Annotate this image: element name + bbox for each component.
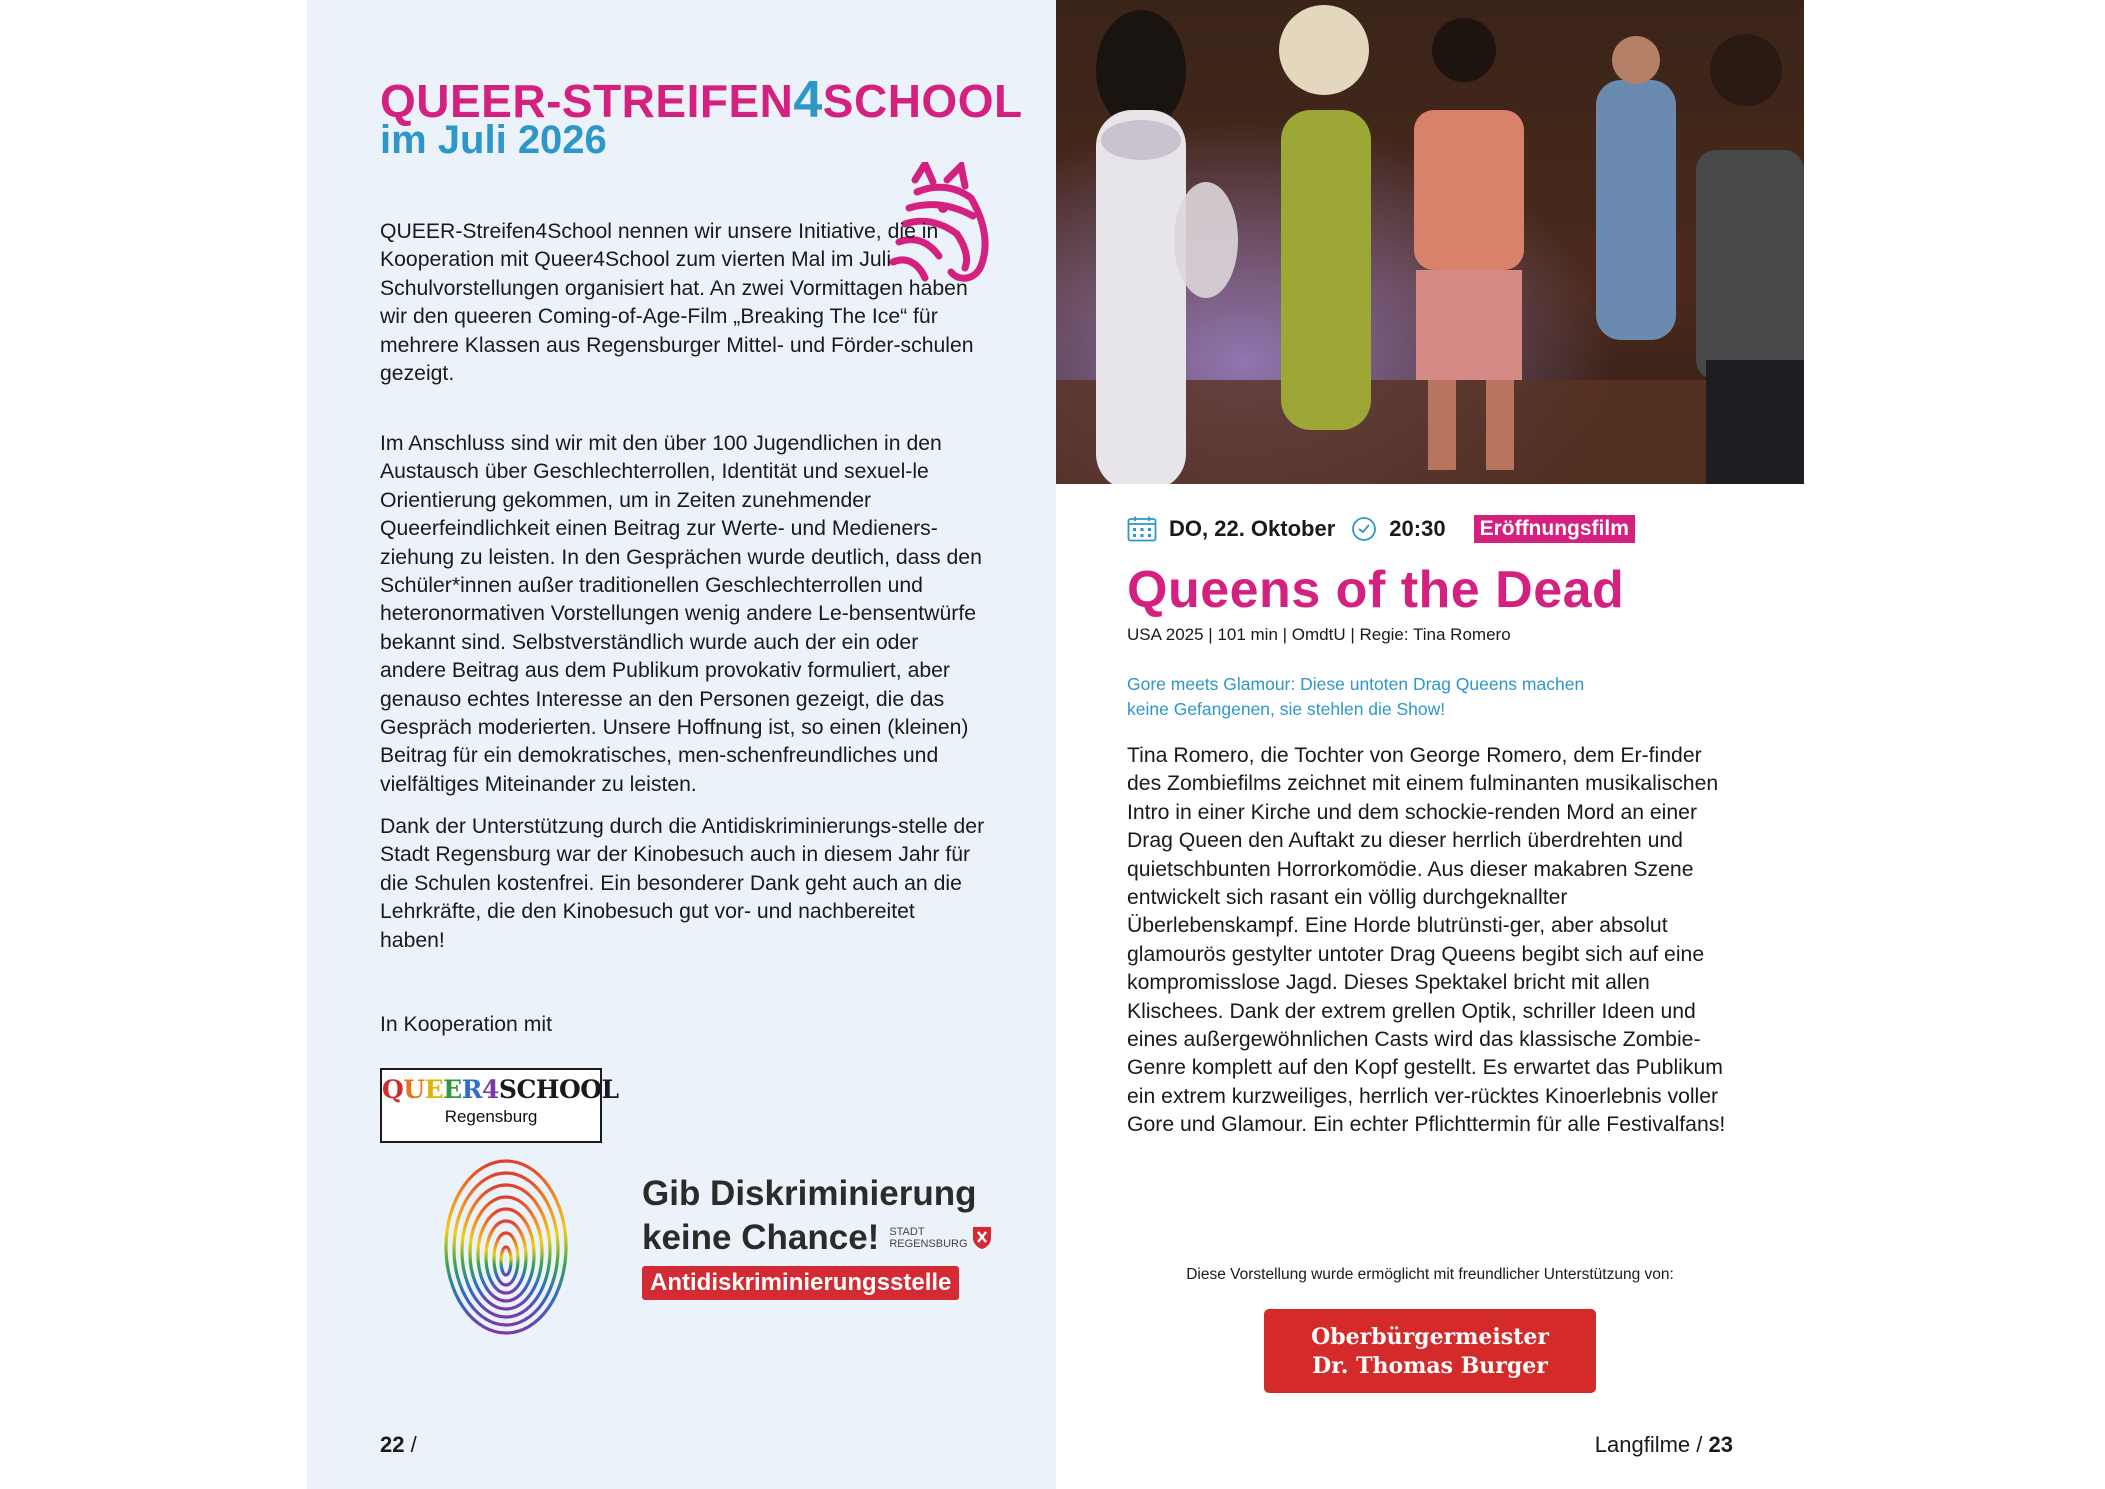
fingerprint-icon <box>441 1155 571 1337</box>
queer4school-sub: Regensburg <box>444 1107 538 1126</box>
screening-time: 20:30 <box>1389 516 1446 541</box>
discussion-paragraph: Im Anschluss sind wir mit den über 100 Jugendlichen in den Austausch über Geschlechterrollen, Identität und sexuel-le Orientierung gekommen, um in Zeiten zunehmender Queerfeindlichkeit einen Beitrag zur Werte- und Medieners-ziehung zu leisten. In den Gesprächen wurde deutlich, dass den Schüler*innen außer traditionellen Geschlechterrollen und heteronormativen Vorstellungen wenig andere Le-bensentwürfe bekannt sind. Selbstverständlich wurde auch der ein oder andere Beitrag aus dem Publikum provokativ formuliert, aber genauso echtes Interesse an den Personen gezeigt, die das Gespräch moderierten. Unsere Hoffnung ist, so einen (kleinen) Beitrag für ein demokratisches, men-schenfreundliches und vielfältiges Miteinander zu leisten. <box>380 432 982 796</box>
screening-info <box>1127 512 1635 546</box>
title-part-1: QUEER-STREIFEN <box>380 75 794 127</box>
page-number-right <box>1595 1432 1733 1458</box>
cooperation-label: In Kooperation mit <box>380 1013 552 1036</box>
sponsor-line-2: Dr. Thomas Burger <box>1312 1353 1548 1379</box>
sponsor-line-1: Oberbürgermeister <box>1311 1324 1549 1350</box>
thanks-paragraph: Dank der Unterstützung durch die Antidiskriminierungs-stelle der Stadt Regensburg war der Kinobesuch auch in diesem Jahr für die Schulen kostenfrei. Ein besonderer Dank geht auch an die Lehrkräfte, die den Kinobesuch gut vor- und nachbereitet haben! <box>380 815 985 952</box>
page-number-left <box>380 1432 417 1458</box>
support-text: Diese Vorstellung wurde ermöglicht mit freundlicher Unterstützung von: <box>1186 1266 1674 1283</box>
queer4school-logo <box>380 1068 619 1143</box>
anti-discrimination-logo <box>642 1172 982 1300</box>
stadt-regensburg-mark <box>889 1226 991 1250</box>
queer4school-wordmark: QUEER4SCHOOL <box>382 1075 619 1104</box>
page-number: 22 <box>380 1432 405 1457</box>
section-label: Langfilme <box>1594 1432 1691 1457</box>
coat-of-arms-icon <box>972 1226 992 1250</box>
stadt-text <box>889 1226 967 1250</box>
gib-line-1: Gib Diskriminierung <box>642 1174 977 1213</box>
page-subtitle: im Juli 2026 <box>380 118 607 162</box>
film-tagline: Gore meets Glamour: Diese untoten Drag Queens machen keine Gefangenen, sie stehlen die Show! <box>1127 674 1585 719</box>
gib-line-2-row <box>642 1216 982 1260</box>
gib-line-2: keine Chance! <box>642 1218 880 1257</box>
film-meta: USA 2025 | 101 min | OmdtU | Regie: Tina Romero <box>1127 625 1511 644</box>
page-sep-right: / <box>1690 1432 1709 1457</box>
film-title: Queens of the Dead <box>1127 561 1625 619</box>
intro-paragraph: QUEER-Streifen4School nennen wir unsere Initiative, die in Kooperation mit Queer4School zum vierten Mal im Juli Schulvorstellungen organisiert hat. An zwei Vormittagen haben wir den queeren Coming-of-Age-Film „Breaking The Ice“ für mehrere Klassen aus Regensburger Mittel- und Förder-schulen gezeigt. <box>380 220 974 386</box>
category-badge: Eröffnungsfilm <box>1474 515 1635 543</box>
clock-icon <box>1351 516 1377 542</box>
anti-discrimination-badge: Antidiskriminierungsstelle <box>642 1266 959 1300</box>
screening-date: DO, 22. Oktober <box>1169 516 1336 541</box>
calendar-icon <box>1127 516 1157 542</box>
title-four: 4 <box>793 71 823 129</box>
film-still-image <box>1056 0 1804 484</box>
page-number-right-value: 23 <box>1708 1432 1733 1457</box>
right-page <box>1056 0 1804 1489</box>
sponsor-badge <box>1264 1309 1596 1393</box>
left-page <box>307 0 1056 1489</box>
title-part-2: SCHOOL <box>822 75 1023 127</box>
page-sep: / <box>404 1432 417 1457</box>
stadt-line-2: REGENSBURG <box>889 1238 968 1250</box>
film-description: Tina Romero, die Tochter von George Romero, dem Er-finder des Zombiefilms zeichnet mit einem fulminanten musikalischen Intro in einer Kirche und dem schockie-renden Mord an einer Drag Queen den Auftakt zu dieser herrlich überdrehten und quietschbunten Horrorkomödie. Aus dieser makabren Szene entwickelt sich rasant ein völlig durchgeknallter Überlebenskampf. Eine Horde blutrünsti-ger, aber absolut glamourös gestylter untoter Drag Queens begibt sich auf eine kompromisslose Jagd. Dieses Spektakel bricht mit allen Klischees. Dank der extrem grellen Optik, schriller Ideen und eines außergewöhnlichen Casts wird das klassische Zombie-Genre komplett auf den Kopf gestellt. Es erwartet das Publikum ein extrem kurzweiliges, herrlich ver-rücktes Kinoerlebnis voller Gore und Glamour. Ein echter Pflichttermin für alle Festivalfans! <box>1127 744 1726 1137</box>
stadt-line-1: STADT <box>889 1226 925 1238</box>
